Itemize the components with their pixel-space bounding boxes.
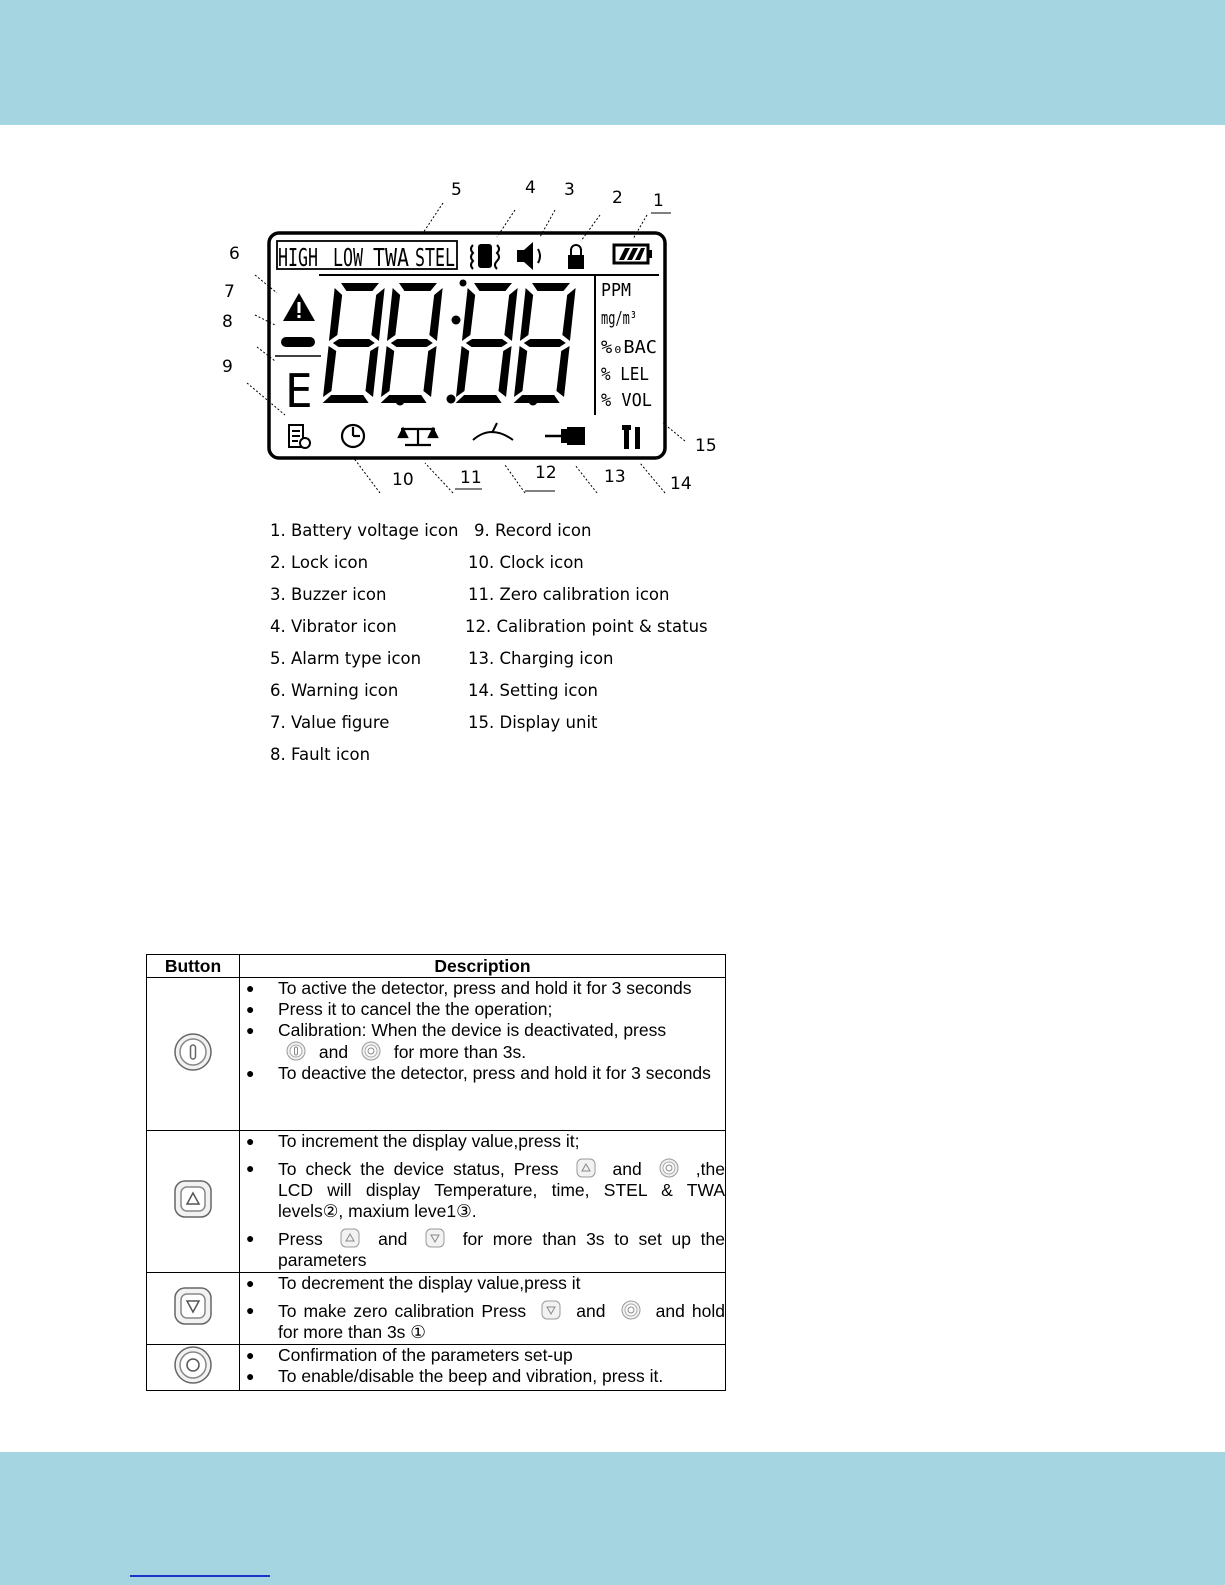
description-text: Press it to cancel the the operation;: [278, 999, 553, 1019]
description-text: To increment the display value,press it;: [278, 1131, 580, 1151]
callout-1: 1: [653, 191, 664, 211]
description-text: and: [576, 1301, 606, 1321]
alarm-stel-label: STEL: [415, 243, 455, 272]
description-text: and: [318, 1042, 349, 1062]
battery-icon: [614, 245, 652, 263]
unit-mgm3: mg/m³: [601, 308, 637, 329]
legend-left: [270, 515, 458, 771]
up-button-icon: [173, 1179, 213, 1219]
callout-14: 14: [670, 474, 692, 494]
legend-right: [465, 515, 708, 739]
callout-2: 2: [612, 188, 623, 208]
description-text: and: [612, 1159, 642, 1179]
description-text: To check the device status, Press: [278, 1159, 559, 1179]
callout-6: 6: [229, 244, 240, 264]
power-button-icon: [286, 1041, 306, 1061]
charging-icon: [545, 427, 585, 445]
header-description: Description: [240, 955, 726, 978]
footer-link-underline: [130, 1575, 270, 1577]
legend-item: 4. Vibrator icon: [270, 617, 397, 636]
down-button-icon: [541, 1300, 561, 1320]
buzzer-icon: [517, 242, 540, 270]
table-row: [147, 1131, 726, 1273]
legend-item: 1. Battery voltage icon: [270, 521, 459, 540]
description-text: Confirmation of the parameters set-up: [278, 1345, 573, 1365]
callout-9: 9: [222, 357, 233, 377]
unit-vol: % VOL: [601, 390, 653, 411]
display-unit: [601, 280, 657, 411]
unit-lel: % LEL: [601, 364, 650, 385]
unit-ppm: PPM: [601, 280, 632, 301]
legend-item: 7. Value figure: [270, 713, 390, 732]
callout-15: 15: [695, 436, 717, 456]
legend-item: 6. Warning icon: [270, 681, 399, 700]
value-figure: [323, 280, 576, 406]
description-cell: ● To increment the display value,press it; ● To check the device status, Press and ,the LCD will display Temperature, time, STEL & TWA levels②, maxium leve1③. ● Press and for more than 3s to set up the parameters: [240, 1131, 726, 1273]
lock-icon: [568, 245, 584, 269]
up-button-icon: [576, 1158, 596, 1178]
ok-button-icon: [659, 1158, 679, 1178]
button-cell: [147, 1345, 240, 1391]
callout-3: 3: [564, 180, 575, 200]
description-cell: ● To decrement the display value,press it ● To make zero calibration Press and and hold for more than 3s ①: [240, 1273, 726, 1345]
alarm-type-icon: [277, 241, 457, 272]
description-text: To deactive the detector, press and hold it for 3 seconds: [278, 1063, 711, 1083]
legend-item: 14. Setting icon: [468, 681, 599, 700]
description-text: for more than 3s.: [393, 1042, 527, 1062]
alarm-twa-label: TWA: [373, 243, 409, 272]
description-text: Press: [278, 1229, 323, 1249]
callout-8: 8: [222, 312, 233, 332]
setting-icon: [622, 425, 640, 449]
value-sign-icon: [281, 337, 315, 347]
description-text: and: [378, 1229, 408, 1249]
legend-item: 15. Display unit: [468, 713, 598, 732]
down-button-icon: [425, 1228, 445, 1248]
callout-7: 7: [224, 282, 235, 302]
legend-item: 5. Alarm type icon: [270, 649, 422, 668]
clock-icon: [342, 425, 364, 447]
callout-4: 4: [525, 178, 536, 198]
down-button-icon: [173, 1286, 213, 1326]
callout-12: 12: [535, 463, 557, 483]
legend-item: 12. Calibration point & status: [465, 617, 708, 636]
button-cell: [147, 978, 240, 1131]
header-band: [0, 0, 1225, 125]
power-button-icon: [173, 1032, 213, 1072]
description-text: To decrement the display value,press it: [278, 1273, 581, 1293]
description-text: To enable/disable the beep and vibration, press it.: [278, 1366, 664, 1386]
fault-icon: E: [285, 364, 313, 418]
table-row: [147, 1273, 726, 1345]
legend-item: 9. Record icon: [474, 521, 592, 540]
description-text: for more than 3s to set up the parameters: [278, 1229, 725, 1270]
callout-5: 5: [451, 180, 462, 200]
alarm-high-label: HIGH: [278, 243, 318, 272]
table-row: [147, 978, 726, 1131]
description-text: Calibration: When the device is deactivated, press: [278, 1020, 667, 1040]
callout-13: 13: [604, 467, 626, 487]
legend-item: 13. Charging icon: [468, 649, 614, 668]
legend-item: 11. Zero calibration icon: [468, 585, 670, 604]
up-button-icon: [340, 1228, 360, 1248]
record-icon: [289, 425, 310, 448]
calibration-status-icon: [473, 423, 513, 440]
header-button: Button: [147, 955, 240, 978]
footer-band: [0, 1452, 1225, 1585]
legend-item: 3. Buzzer icon: [270, 585, 387, 604]
description-text: ,the LCD will display Temperature, time, STEL & TWA levels②, maxium leve1③.: [278, 1159, 725, 1221]
description-cell: ● Confirmation of the parameters set-up ● To enable/disable the beep and vibration, press it.: [240, 1345, 726, 1391]
description-text: To make zero calibration Press: [278, 1301, 527, 1321]
callout-11: 11: [460, 468, 482, 488]
button-cell: [147, 1131, 240, 1273]
callout-10: 10: [392, 470, 414, 490]
legend-item: 2. Lock icon: [270, 553, 369, 572]
description-cell: ● To active the detector, press and hold it for 3 seconds ● Press it to cancel the the operation; ● Calibration: When the device is deactivated, press and for more than 3s. ● To deactive the detector, press and hold it for 3 seconds: [240, 978, 726, 1131]
vibrator-icon: [471, 245, 499, 269]
ok-button-icon: [621, 1300, 641, 1320]
button-cell: [147, 1273, 240, 1345]
alarm-low-label: LOW: [333, 243, 364, 272]
zero-calibration-icon: [399, 429, 437, 445]
ok-button-icon: [173, 1345, 213, 1385]
description-text: and hold for more than 3s ①: [278, 1301, 725, 1342]
legend-item: 10. Clock icon: [468, 553, 584, 572]
button-table: [146, 954, 726, 1391]
unit-bac: %₀BAC: [601, 337, 657, 358]
ok-button-icon: [361, 1041, 381, 1061]
table-row: [147, 1345, 726, 1391]
lcd-diagram: [215, 175, 735, 505]
warning-icon: [283, 293, 315, 321]
legend-item: 8. Fault icon: [270, 745, 371, 764]
description-text: To active the detector, press and hold it for 3 seconds: [278, 978, 692, 998]
